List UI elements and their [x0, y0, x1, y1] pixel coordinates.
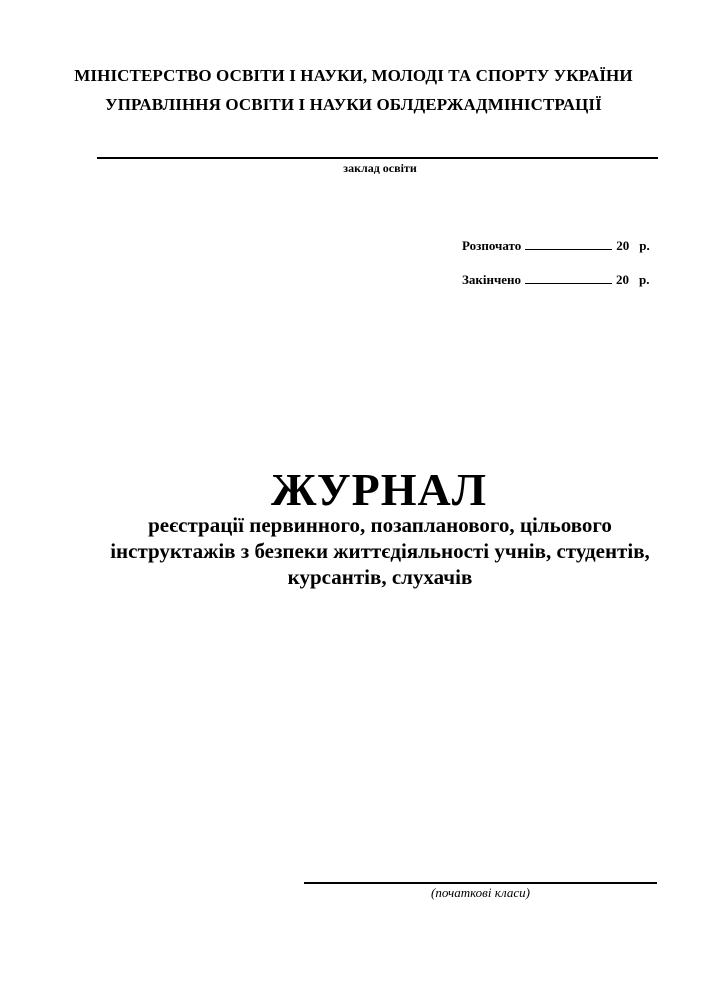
finished-label: Закінчено	[462, 272, 522, 287]
classes-blank-line	[304, 882, 657, 884]
started-date-blank	[525, 237, 612, 250]
finished-date-blank	[525, 271, 612, 284]
department-heading: УПРАВЛІННЯ ОСВІТИ І НАУКИ ОБЛДЕРЖАДМІНІСТРАЦІЇ	[105, 95, 602, 114]
finished-date-row	[462, 271, 650, 288]
started-year-suffix: р.	[639, 238, 650, 253]
started-year-prefix: 20	[616, 238, 630, 253]
ministry-heading: МІНІСТЕРСТВО ОСВІТИ І НАУКИ, МОЛОДІ ТА СПОРТУ УКРАЇНИ	[74, 66, 633, 85]
journal-subtitle-line-2: інструктажів з безпеки життєдіяльності учнів, студентів,	[110, 539, 650, 563]
journal-title: ЖУРНАЛ	[271, 464, 487, 515]
journal-subtitle-line-1: реєстрації первинного, позапланового, цільового	[148, 513, 612, 537]
finished-year-suffix: р.	[639, 272, 650, 287]
started-date-row	[462, 237, 650, 254]
finished-year-prefix: 20	[616, 272, 630, 287]
institution-caption: заклад освіти	[343, 161, 417, 175]
institution-blank-line	[97, 157, 658, 159]
classes-caption: (початкові класи)	[431, 885, 530, 900]
journal-subtitle-line-3: курсантів, слухачів	[287, 565, 473, 589]
started-label: Розпочато	[462, 238, 522, 253]
